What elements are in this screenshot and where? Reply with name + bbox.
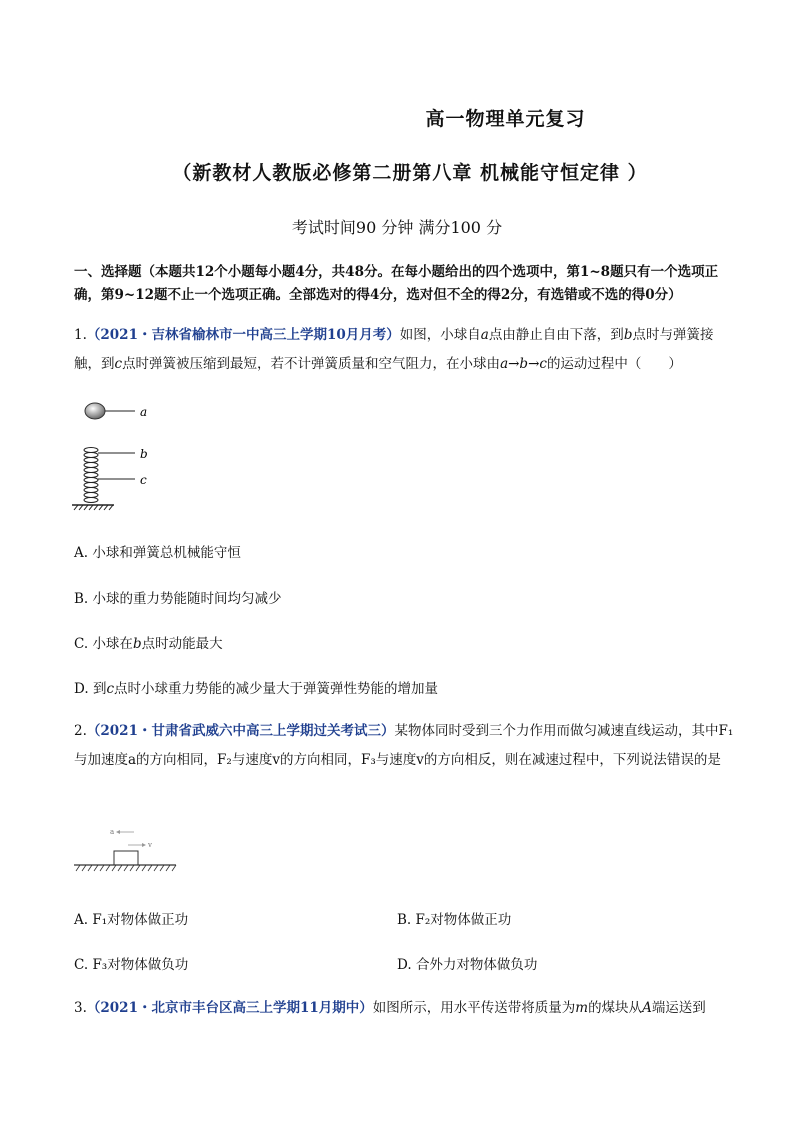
question-stem: 如图所示，用水平传送带将质量为: [372, 1000, 576, 1016]
question-stem: 端运送到: [651, 1000, 706, 1016]
label-a: a: [140, 405, 148, 419]
section-heading: 一、选择题（本题共12个小题每小题4分，共48分。在每小题给出的四个选项中，第1~8题只有一个选项正确，第9~12题不止一个选项正确。全部选对的得4分，选对但不全的得2分，有选错或不选的得0分）: [74, 264, 719, 303]
spring: [84, 448, 98, 503]
variable-A: A: [642, 1000, 652, 1016]
exam-info: 考试时间90 分钟 满分100 分: [291, 218, 503, 237]
question-number: 2.: [74, 723, 87, 739]
question-number: 3.: [74, 1000, 87, 1016]
page-subtitle: （新教材人教版必修第二册第八章 机械能守恒定律 ）: [172, 162, 648, 184]
label-velocity: v: [148, 841, 152, 849]
question-number: 1.: [74, 327, 87, 343]
variable-b: b: [623, 327, 633, 343]
variable-c: c: [114, 356, 123, 372]
question-stem: 点由静止自由下落，到: [488, 327, 624, 343]
question-3: [74, 994, 734, 1023]
page-title: 高一物理单元复习: [425, 108, 586, 130]
option-1b: B. 小球的重力势能随时间均匀减少: [74, 591, 282, 607]
label-c: c: [140, 473, 147, 487]
ball: [85, 403, 105, 419]
option-1c: C. 小球在b点时动能最大: [74, 636, 223, 652]
question-2: [74, 717, 734, 775]
option-2d: D. 合外力对物体做负功: [397, 957, 538, 973]
variable-m: m: [575, 1000, 589, 1016]
option-2c: C. F₃对物体做负功: [74, 957, 189, 973]
question-stem: 的煤块从: [588, 1000, 643, 1016]
variable-a: a: [480, 327, 489, 343]
question-source: （2021・吉林省榆林市一中高三上学期10月月考）: [86, 327, 400, 343]
label-b: b: [140, 447, 148, 461]
motion-path: a→b→c: [500, 356, 547, 372]
block: [114, 851, 138, 865]
question-stem: 点时弹簧被压缩到最短，若不计弹簧质量和空气阻力，在小球由: [122, 356, 501, 372]
option-2a: A. F₁对物体做正功: [74, 912, 189, 928]
question-stem: 的运动过程中（ ）: [546, 356, 682, 372]
question-1: [74, 321, 734, 379]
question-source: （2021・北京市丰台区高三上学期11月期中）: [86, 1000, 373, 1016]
surface-hatch: [76, 865, 176, 871]
option-1a: A. 小球和弹簧总机械能守恒: [74, 545, 241, 561]
block-surface-figure: [72, 825, 182, 875]
label-accel: a: [110, 828, 115, 836]
option-1d: D. 到c点时小球重力势能的减少量大于弹簧弹性势能的增加量: [74, 681, 438, 697]
question-source: （2021・甘肃省武威六中高三上学期过关考试三）: [86, 723, 395, 739]
question-stem: 如图，小球自: [399, 327, 481, 343]
question-stem: 某物体同时受到三个力作用而做匀减速直线运动，其中F₁与加速度a的方向相同，F₂与速度v的方向相同，F₃与速度v的方向相反，则在减速过程中，下列说法错误的是: [74, 723, 734, 768]
spring-ball-figure: [70, 395, 170, 515]
option-2b: B. F₂对物体做正功: [397, 912, 512, 928]
question-stem: 点时与弹簧接触，到: [74, 327, 714, 372]
